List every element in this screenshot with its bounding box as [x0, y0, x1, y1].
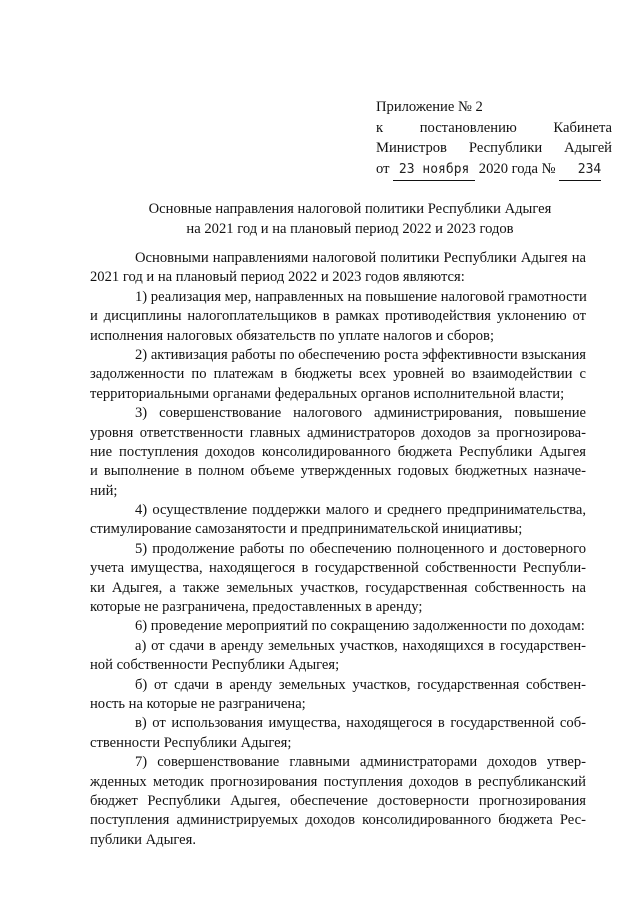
body-line: стимулирование самозанятости и предпринимательской инициативы; — [90, 521, 523, 538]
document-title — [90, 200, 610, 239]
body-line: 3) совершенствование налогового администрирования, повышение — [135, 405, 586, 422]
body-line: и выполнение в полном объеме утвержденных годовых бюджетных назначе- — [90, 463, 586, 480]
appendix-word: постановлению — [419, 119, 517, 136]
appendix-resolution-line — [376, 118, 612, 139]
item-6a — [90, 637, 586, 676]
body-line: в) от использования имущества, находящегося в государственной соб- — [135, 715, 586, 732]
body-line: 5) продолжение работы по обеспечению полноценного и достоверного — [135, 540, 586, 557]
document-body — [90, 249, 586, 850]
body-line: б) от сдачи в аренду земельных участков, государственная собствен- — [135, 676, 586, 693]
body-line: жденных методик прогнозирования поступления доходов в республиканский — [90, 773, 586, 790]
intro-paragraph — [90, 249, 586, 288]
title-line-1: Основные направления налоговой политики Республики Адыгея — [148, 201, 552, 217]
appendix-number: Приложение № 2 — [376, 99, 483, 115]
appendix-word: Кабинета — [553, 119, 612, 136]
body-line: ной собственности Республики Адыгея; — [90, 657, 340, 674]
body-line: территориальными органами федеральных органов исполнительной власти; — [90, 385, 565, 402]
body-line: 2) активизация работы по обеспечению роста эффективности взыскания — [135, 346, 586, 363]
appendix-word: к — [376, 119, 384, 136]
number-field — [559, 159, 601, 182]
date-year-label: 2020 года № — [478, 160, 556, 177]
item-5 — [90, 540, 586, 618]
body-line: 4) осуществление поддержки малого и среднего предпринимательства, — [135, 502, 586, 519]
item-6c — [90, 714, 586, 753]
title-line-2: на 2021 год и на плановый период 2022 и 2023 годов — [186, 220, 514, 237]
body-line: исполнения налоговых обязательств по уплате налогов и сборов; — [90, 327, 495, 344]
appendix-word: Адыгей — [564, 140, 612, 156]
body-line: задолженности по платежам в бюджеты всех уровней во взаимодействии с — [90, 366, 586, 383]
body-line: публики Адыгея. — [90, 831, 197, 848]
item-1 — [90, 288, 586, 346]
item-6b — [90, 676, 586, 715]
body-line: которые не разграничена, предоставленных в аренду; — [90, 599, 423, 616]
appendix-block — [376, 97, 612, 179]
body-line: а) от сдачи в аренду земельных участков, находящихся в государствен- — [135, 637, 586, 654]
body-line: 1) реализация мер, направленных на повышение налоговой грамотности — [135, 288, 587, 305]
body-line: 7) совершенствование главными администраторами доходов утвер- — [135, 754, 586, 771]
date-prefix: от — [376, 160, 390, 177]
body-line: ственности Республики Адыгея; — [90, 734, 292, 751]
body-line: ки Адыгея, а также земельных участков, государственная собственность на — [90, 579, 586, 596]
item-6 — [90, 617, 586, 636]
body-line: ний; — [90, 482, 118, 499]
appendix-word: Министров — [376, 140, 447, 156]
body-line: ние поступления доходов консолидированного бюджета Республики Адыгея — [90, 443, 586, 460]
item-7 — [90, 753, 586, 850]
body-line: Основными направлениями налоговой политики Республики Адыгея на — [135, 250, 586, 266]
appendix-date-line — [376, 159, 612, 180]
appendix-word: Республики — [468, 140, 543, 156]
body-line: 2021 год и на плановый период 2022 и 2023 годов являются: — [90, 269, 465, 286]
item-2 — [90, 346, 586, 404]
body-line: учета имущества, находящегося в государственной собственности Республи- — [90, 560, 586, 577]
date-handwritten: 23 ноября — [398, 161, 470, 177]
body-line: 6) проведение мероприятий по сокращению задолженности по доходам: — [135, 618, 585, 635]
body-line: и дисциплины налогоплательщиков в рамках противодействия уклонению от — [90, 308, 586, 325]
appendix-cabinet-line — [376, 138, 612, 159]
body-line: поступления администрируемых доходов консолидированного бюджета Рес- — [90, 812, 586, 829]
item-4 — [90, 501, 586, 540]
item-3 — [90, 404, 586, 501]
number-handwritten: 234 — [577, 161, 602, 177]
body-line: ность на которые не разграничена; — [90, 695, 306, 712]
date-field — [393, 159, 475, 182]
body-line: уровня ответственности главных администраторов доходов за прогнозирова- — [90, 424, 586, 441]
body-line: бюджет Республики Адыгея, обеспечение достоверности прогнозирования — [90, 792, 586, 809]
